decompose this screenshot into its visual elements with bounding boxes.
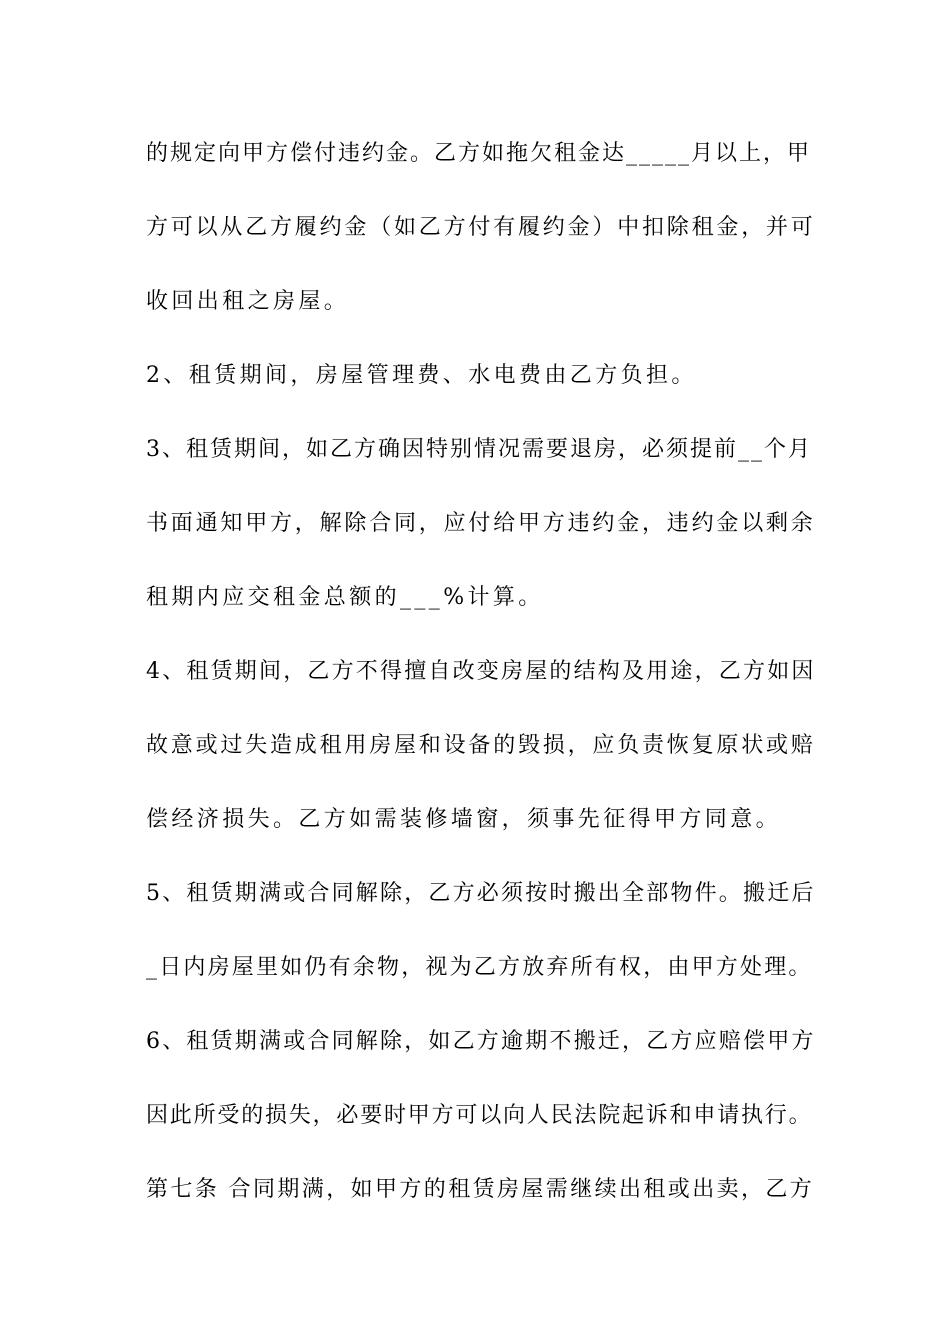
text-line: _日内房屋里如仍有余物，视为乙方放弃所有权，由甲方处理。	[146, 955, 813, 980]
text-line: 4、租赁期间，乙方不得擅自改变房屋的结构及用途，乙方如因	[146, 659, 816, 684]
text-line: 偿经济损失。乙方如需装修墙窗，须事先征得甲方同意。	[146, 807, 782, 832]
text-line: 故意或过失造成租用房屋和设备的毁损，应负责恢复原状或赔	[146, 733, 816, 758]
text-line: 书面通知甲方，解除合同，应付给甲方违约金，违约金以剩余	[146, 511, 816, 536]
text-line: 租期内应交租金总额的___%计算。	[146, 585, 544, 610]
text-line: 因此所受的损失，必要时甲方可以向人民法院起诉和申请执行。	[146, 1103, 813, 1128]
text-line: 的规定向甲方偿付违约金。乙方如拖欠租金达_____月以上，甲	[146, 141, 812, 166]
text-line: 2、租赁期间，房屋管理费、水电费由乙方负担。	[146, 363, 697, 388]
text-line: 5、租赁期满或合同解除，乙方必须按时搬出全部物件。搬迁后	[146, 881, 816, 906]
text-line: 方可以从乙方履约金（如乙方付有履约金）中扣除租金，并可	[146, 215, 816, 240]
text-line: 第七条 合同期满，如甲方的租赁房屋需继续出租或出卖，乙方	[146, 1177, 815, 1202]
text-line: 6、租赁期满或合同解除，如乙方逾期不搬迁，乙方应赔偿甲方	[146, 1029, 816, 1054]
text-line: 3、租赁期间，如乙方确因特别情况需要退房，必须提前__个月	[146, 437, 812, 462]
text-line: 收回出租之房屋。	[146, 289, 350, 314]
